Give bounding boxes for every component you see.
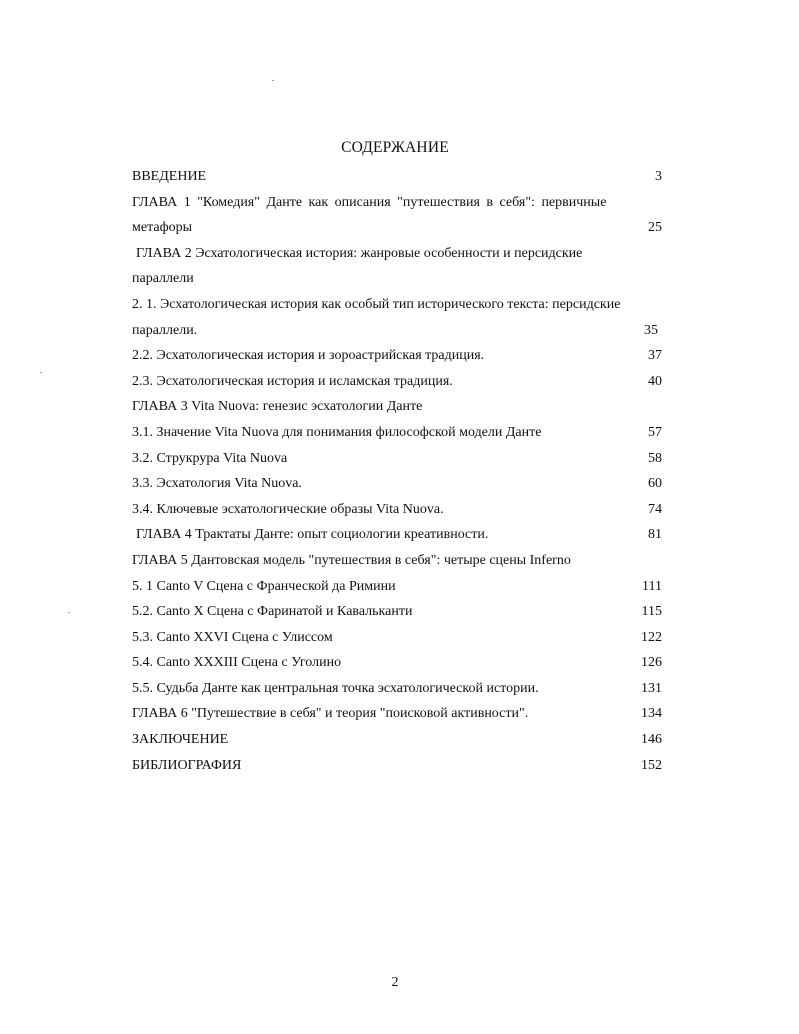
toc-entry xyxy=(132,266,662,292)
toc-entry-text: метафоры xyxy=(132,220,193,236)
toc-entry-text: ГЛАВА 6 "Путешествие в себя" и теория "поисковой активности". xyxy=(132,706,529,722)
toc-entry-page: 35 xyxy=(644,322,658,338)
toc-entry xyxy=(132,574,662,600)
toc-entry-page: 134 xyxy=(641,706,662,722)
toc-entry xyxy=(132,164,662,190)
toc-entry-page: 40 xyxy=(648,373,662,389)
toc-entry-text: параллели xyxy=(132,271,194,287)
toc-entry xyxy=(132,446,662,472)
toc-entry-page: 74 xyxy=(648,501,662,517)
toc-entry-text: параллели. xyxy=(132,322,198,338)
toc-entry-page: 58 xyxy=(648,450,662,466)
toc-entry xyxy=(132,599,662,625)
toc-entry xyxy=(132,343,662,369)
toc-entry xyxy=(132,676,662,702)
toc-entry-page: 25 xyxy=(648,220,662,236)
toc-entry-page: 115 xyxy=(641,604,662,620)
toc-title: СОДЕРЖАНИЕ xyxy=(341,139,449,156)
toc-entry-text: БИБЛИОГРАФИЯ xyxy=(132,757,242,773)
toc-entry-text: ГЛАВА 5 Дантовская модель "путешествия в себя": четыре сцены Inferno xyxy=(132,552,571,568)
toc-entry-page: 3 xyxy=(655,169,662,184)
scan-speck xyxy=(272,80,274,81)
toc-entry-text: 5.3. Canto XXVI Сцена с Улиссом xyxy=(132,629,333,645)
toc-entry-page: 126 xyxy=(641,655,662,671)
toc-entry xyxy=(132,292,662,318)
toc-entry xyxy=(132,215,662,241)
scan-speck xyxy=(40,372,42,373)
toc-entry-page: 131 xyxy=(641,680,662,696)
toc-entry xyxy=(132,548,662,574)
toc-entry-text: 5.4. Canto XXXIII Сцена с Уголино xyxy=(132,655,342,671)
toc-entry xyxy=(132,369,662,395)
toc-entry xyxy=(132,241,662,267)
toc-entry xyxy=(132,701,662,727)
toc-entry-page: 111 xyxy=(642,578,662,594)
toc-entry-text: ГЛАВА 3 Vita Nuova: генезис эсхатологии Данте xyxy=(132,399,423,415)
toc-entry xyxy=(132,497,662,523)
toc-entry-text: 5. 1 Canto V Сцена с Франческой да Римини xyxy=(132,578,396,594)
toc-entry-text: ГЛАВА 2 Эсхатологическая история: жанровые особенности и персидские xyxy=(136,245,583,261)
toc-entry-text: 3.1. Значение Vita Nuova для понимания философской модели Данте xyxy=(132,424,542,440)
toc-entry-page: 146 xyxy=(641,732,662,748)
table-of-contents xyxy=(132,164,662,778)
toc-entry xyxy=(132,650,662,676)
toc-entry xyxy=(132,190,662,216)
toc-entry-text: 2.2. Эсхатологическая история и зороастрийская традиция. xyxy=(132,348,485,364)
toc-entry-page: 152 xyxy=(641,757,662,773)
toc-entry xyxy=(132,318,662,344)
toc-entry-page: 81 xyxy=(648,527,662,543)
toc-entry-page: 37 xyxy=(648,348,662,364)
scan-speck xyxy=(68,612,70,613)
toc-entry xyxy=(132,753,662,779)
toc-entry xyxy=(132,625,662,651)
toc-entry-text: 3.2. Струкрура Vita Nuova xyxy=(132,450,288,466)
toc-entry-text: 5.5. Судьба Данте как центральная точка эсхатологической истории. xyxy=(132,680,539,696)
toc-entry-text: ЗАКЛЮЧЕНИЕ xyxy=(132,732,229,748)
toc-entry-text: 2. 1. Эсхатологическая история как особый тип исторического текста: персидские xyxy=(132,296,621,312)
page-number: 2 xyxy=(391,975,399,990)
toc-entry xyxy=(132,727,662,753)
toc-entry-page: 122 xyxy=(641,629,662,645)
toc-entry-page: 57 xyxy=(648,424,662,440)
toc-entry-text: 3.3. Эсхатология Vita Nuova. xyxy=(132,476,302,492)
toc-entry-text: ГЛАВА 1 "Комедия" Данте как описания "путешествия в себя": первичные xyxy=(132,194,607,210)
toc-entry-text: 3.4. Ключевые эсхатологические образы Vita Nuova. xyxy=(132,501,444,517)
toc-entry-text: 2.3. Эсхатологическая история и исламская традиция. xyxy=(132,373,453,389)
toc-entry-text: ВВЕДЕНИЕ xyxy=(132,169,207,184)
toc-entry-page: 60 xyxy=(648,476,662,492)
toc-entry xyxy=(132,420,662,446)
toc-entry xyxy=(132,522,662,548)
toc-entry-text: 5.2. Canto X Сцена с Фаринатой и Кавальканти xyxy=(132,604,413,620)
toc-entry xyxy=(132,394,662,420)
toc-entry xyxy=(132,471,662,497)
toc-entry-text: ГЛАВА 4 Трактаты Данте: опыт социологии креативности. xyxy=(136,527,489,543)
